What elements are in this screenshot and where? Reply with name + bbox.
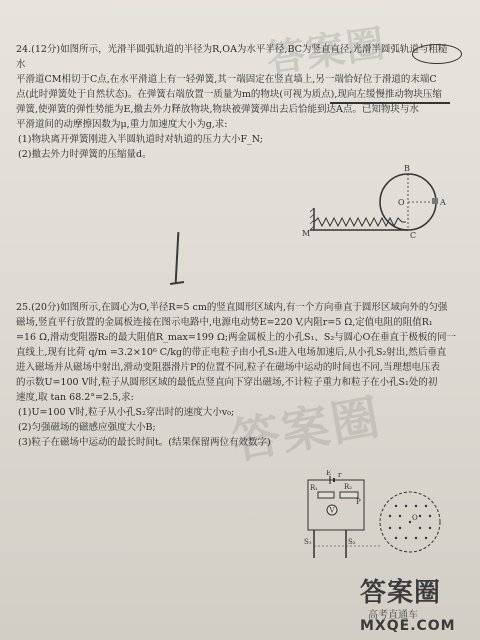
q24-part-1: (1)物块离开弹簧刚进入半圆轨道时对轨道的压力大小F_N; [18, 134, 263, 145]
q25-line-2: 磁场,竖直平行放置的金属板连接在图示电路中,电源电动势E=220 V,内阻r=5 Ω,定值电阻的阻值R₁ [16, 317, 433, 328]
field-dots [389, 505, 431, 539]
q25-part-3: (3)粒子在磁场中运动的最长时间t。(结果保留两位有效数字) [18, 437, 271, 448]
q25-line-3: =16 Ω,滑动变阻器R₂的最大阻值R_max=199 Ω;两金属板上的小孔S₁、S₂与圆心O在垂直于极板的同一 [16, 332, 456, 343]
label-M: M [302, 229, 311, 238]
q25-line-7: 速度,取 tan 68.2°=2.5,求: [16, 392, 134, 403]
label-S2: S₂ [348, 538, 356, 546]
q24-part-2: (2)撤去外力时弹簧的压缩量d。 [18, 149, 152, 160]
q24-line-4: 弹簧,使弹簧的弹性势能为E,撤去外力释放物块,物块被弹簧弹出去后恰能到达A点。已知物块与水 [16, 104, 419, 115]
q24-line-5: 平滑道间的动摩擦因数为μ,重力加速度大小为g,求: [16, 119, 228, 130]
logo-subtext: 高考直通车 [368, 610, 418, 621]
label-R1: R₁ [310, 484, 319, 492]
resistor-r1 [318, 492, 334, 498]
q25-figure [300, 470, 460, 560]
label-V: V [329, 506, 335, 515]
watermark-stamp-top: 答案圈 [263, 20, 389, 82]
q25-line-4: 直线上,现有比荷 q/m =3.2×10⁶ C/kg的带正电粒子由小孔S₁进入电场加速后,从小孔S₂射出,然后垂直 [16, 347, 447, 358]
label-B: B [404, 164, 410, 173]
label-C: C [410, 231, 417, 238]
q25-line-1: 25.(20分)如图所示,在圆心为O,半径R=5 cm的竖直圆形区域内,有一个方向垂直于圆形区域向外的匀强 [16, 302, 448, 313]
pen-underline [330, 102, 450, 104]
label-S1: S₁ [304, 538, 312, 546]
q25-part-1: (1)U=100 V时,粒子从小孔S₂穿出时的速度大小v₀; [18, 407, 235, 418]
pen-stroke-hook [170, 281, 184, 285]
label-field-O: O [412, 514, 418, 522]
watermark-logo [360, 572, 472, 636]
q25-line-6: 的示数U=100 V时,粒子从圆形区域的最低点竖直向下穿出磁场,不计粒子重力和粒子在小孔S₁处的初 [16, 377, 438, 388]
question-25 [16, 300, 464, 450]
pen-circle-annotation [412, 44, 462, 64]
block-at-a [432, 198, 438, 204]
watermark-stamp-mid: 答案圈 [227, 389, 386, 471]
label-O: O [398, 198, 405, 207]
q25-line-5: 进入磁场并从磁场中射出,滑动变阻器滑片P的位置不同,粒子在磁场中运动的时间也不同,当理想电压表 [16, 362, 440, 373]
q24-figure [300, 158, 450, 238]
q24-line-1: 24.(12分)如图所示，光滑半圆弧轨道的半径为R,OA为水平半径,BC为竖直直径,光滑半圆弧轨道与粗糙水 [16, 44, 448, 70]
label-E: E [326, 470, 332, 477]
q24-line-3: 点(此时弹簧处于自然状态)。在弹簧右端放置一质量为m的物块(可视为质点),现向左缓慢推动物块压缩 [16, 89, 442, 100]
logo-text: 答案圈 [360, 578, 442, 608]
label-A: A [440, 198, 446, 207]
logo-url: MXQE.COM [360, 618, 456, 634]
label-r: r [338, 471, 342, 479]
q24-line-2: 平滑道CM相切于C点,在水平滑道上有一轻弹簧,其一端固定在竖直墙上,另一端恰好位于滑道的末端C [16, 74, 437, 85]
label-R2: R₂ [344, 483, 353, 491]
label-P: P [356, 498, 361, 506]
pen-stroke-vertical [175, 232, 180, 284]
q25-part-2: (2)匀强磁场的磁感应强度大小B; [18, 422, 156, 433]
